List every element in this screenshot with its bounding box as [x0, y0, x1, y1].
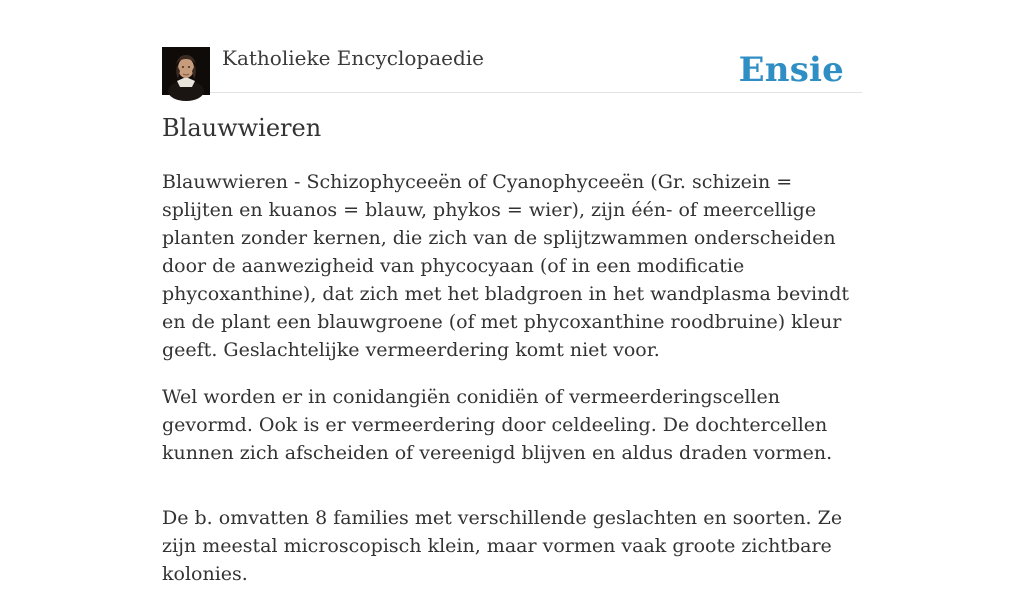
brand-logo[interactable]: Ensie	[738, 50, 844, 90]
article-body	[162, 168, 862, 607]
header	[162, 40, 862, 93]
page-title: Blauwwieren	[162, 114, 322, 142]
portrait-avatar-icon[interactable]	[162, 47, 210, 95]
article-paragraph: Wel worden er in conidangiën conidiën of vermeerderingscellen gevormd. Ook is er vermeerdering door celdeeling. De dochtercellen kunnen zich afscheiden of vereenigd blijven en aldus draden vormen.	[162, 386, 833, 464]
source-title[interactable]: Katholieke Encyclopaedie	[222, 46, 484, 70]
article-paragraph: De b. omvatten 8 families met verschillende geslachten en soorten. Ze zijn meestal microscopisch klein, maar vormen vaak groote zichtbare kolonies.	[162, 507, 843, 585]
article-paragraph: Blauwwieren - Schizophyceeën of Cyanophyceeën (Gr. schizein = splijten en kuanos = blauw, phykos = wier), zijn één- of meercellige planten zonder kernen, die zich van de splijtzwammen onderscheiden door de aanwezigheid van phycocyaan (of in een modificatie phycoxanthine), dat zich met het bladgroen in het wandplasma bevindt en de plant een blauwgroene (of met phycoxanthine roodbruine) kleur geeft. Geslachtelijke vermeerdering komt niet voor.	[162, 171, 850, 361]
